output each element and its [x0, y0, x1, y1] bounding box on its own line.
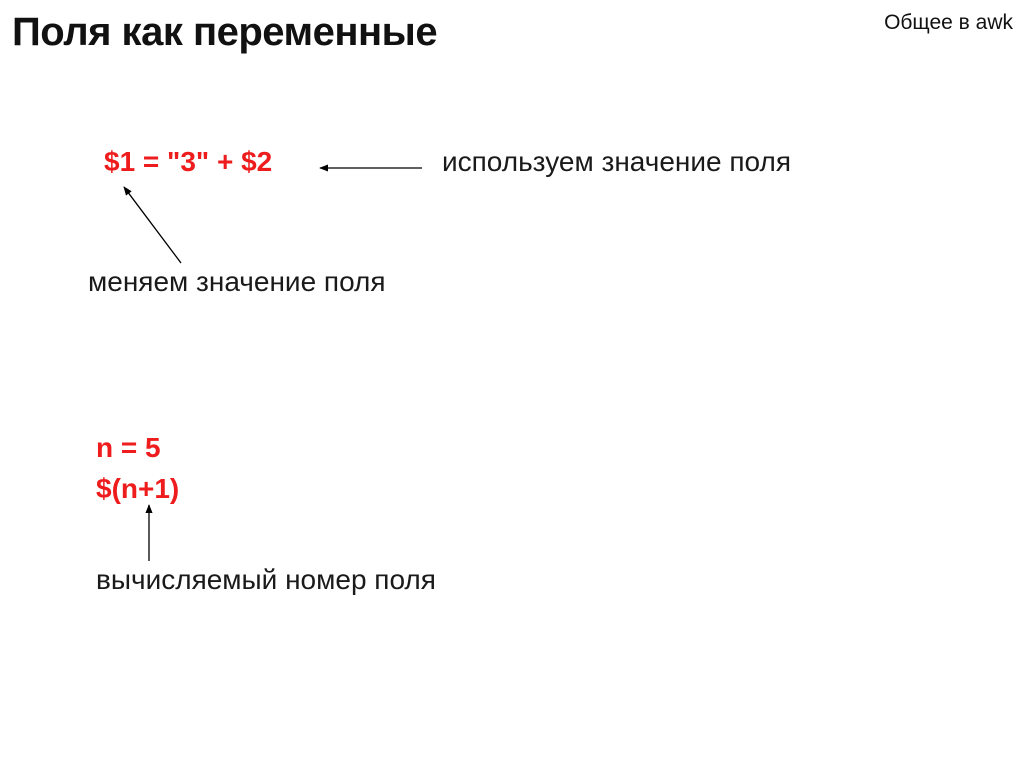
arrow-to-changed-field — [124, 187, 181, 263]
note-field-value-changed: меняем значение поля — [88, 266, 386, 297]
section-label: Общее в awk — [884, 11, 1013, 34]
note-computed-field-number: вычисляемый номер поля — [96, 564, 436, 595]
note-field-value-used: используем значение поля — [442, 146, 791, 177]
slide-title: Поля как переменные — [12, 10, 438, 54]
code-computed-field: $(n+1) — [96, 473, 180, 504]
code-n-assignment: n = 5 — [96, 432, 161, 463]
code-field-assignment: $1 = "3" + $2 — [104, 146, 273, 177]
